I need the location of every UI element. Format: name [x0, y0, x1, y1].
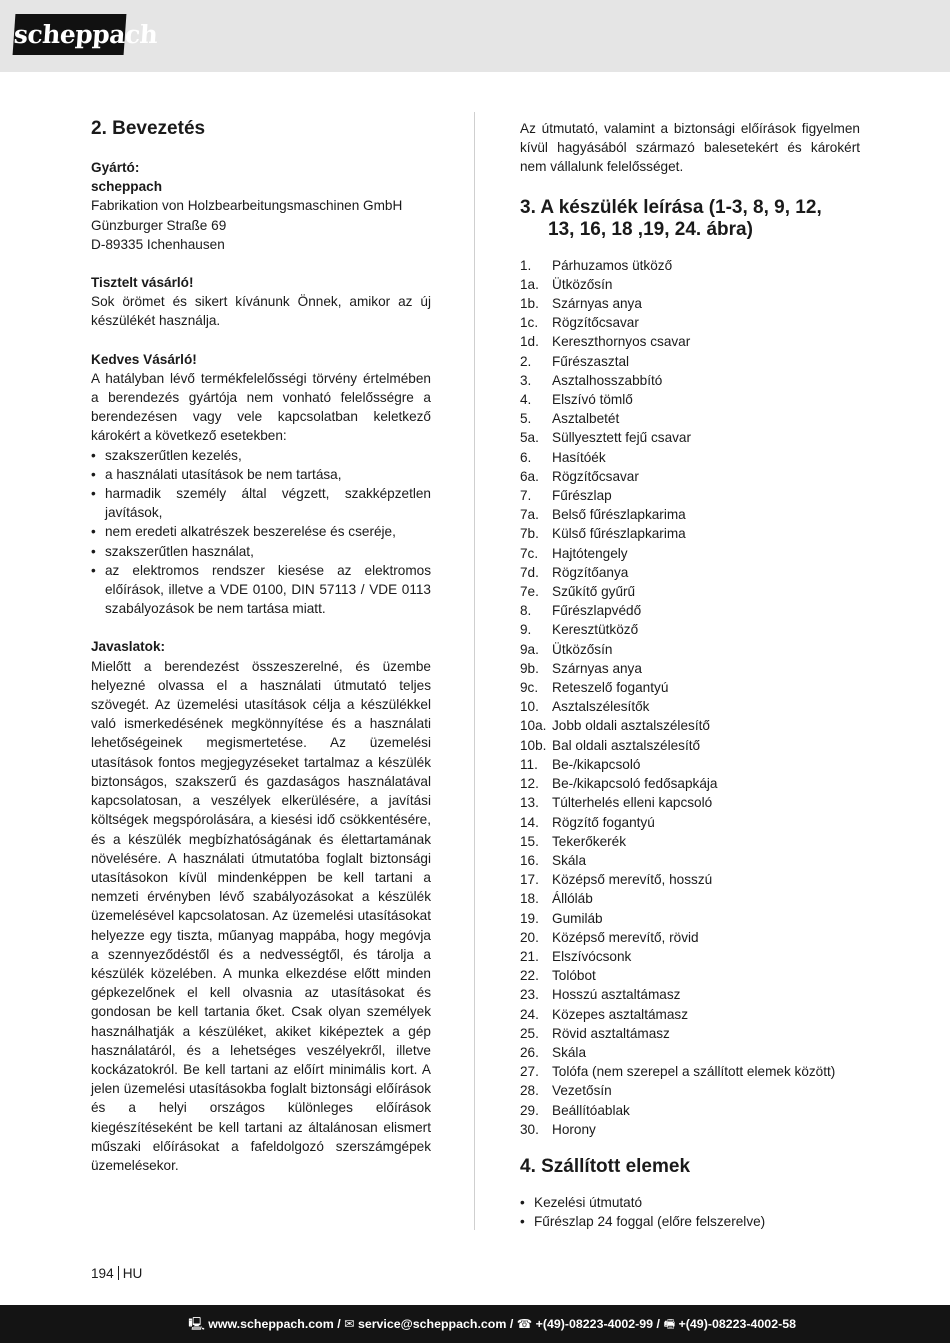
part-number: 1. [520, 257, 532, 273]
part-number: 24. [520, 1006, 539, 1022]
address-line: D-89335 Ichenhausen [91, 236, 225, 252]
part-number: 18. [520, 891, 539, 907]
part-label: Asztalbetét [552, 411, 620, 427]
footer-contacts [188, 1305, 796, 1343]
greeting-text: Sok örömet és sikert kívánunk Önnek, amikor az új készülékét használja. [91, 294, 431, 329]
recommendations-text: Mielőtt a berendezést összeszerelné, és üzembe helyezné olvassa el a használati útmutató teljes szövegét. Az üzemelési utasítások célja a készülékkel való ismerkedésének megkönnyítése és a használati lehetőségeinek megismertetése. Az üzemelési utasítások fontos megjegyzéseket tartalmaz a készülék biztonságos, szakszerű és gazdaságos használatával kapcsolatosan, a veszélyek elkerülésére, a javítási költségek megspórolására, a kiesési idő csökkentésére, és a készülék megbízhatóságának és élettartamának növelésére. A használati útmutatóba foglalt biztonsági utasításokon kívül mindenképpen be kell tartani a nemzeti érvényben lévő szabályozásokat a készülék üzemelésével kapcsolatosan. Az üzemelési utasításokat helyezze egy tiszta, műanyag mappába, hogy megóvja a szennyeződéstől és a nedvességtől, és tárolja a készülék közelében. A munka elkezdése előtt minden gépkezelőnek el kell olvasnia az utasításokat és gondosan be kell tartania őket. Csak olyan személyek használhatják a készüléket, akiket kiképeztek a gép használatáról, és a lehetséges veszélyekről, illetve kockázatokról. Be kell tartani az előírt minimális kort. A jelen üzemelési utasításokba foglalt biztonsági előírások és a helyi országos különleges előírások kiegészítéseként be kell tartani az általánosan elismert műszaki előírásokat a fafeldolgozó szerszámgépek üzemelésekor. [91, 658, 431, 1173]
footer-bar [0, 1305, 950, 1343]
part-label: Fűrészlapvédő [552, 603, 642, 619]
address-line: Günzburger Straße 69 [91, 217, 227, 233]
part-item [520, 524, 860, 543]
part-item [520, 909, 860, 928]
part-number: 17. [520, 872, 539, 888]
part-item [520, 371, 860, 390]
part-label: Fűrészasztal [552, 353, 630, 369]
part-number: 9a. [520, 641, 539, 657]
part-label: Ütközősín [552, 641, 613, 657]
fax-icon: 🖷 [663, 1316, 676, 1331]
part-number: 4. [520, 392, 532, 408]
liability-continuation: Az útmutató, valamint a biztonsági előírások figyelmen kívül hagyásából származó balesetekért és károkért nem vállalunk felelősséget. [520, 121, 860, 175]
part-item [520, 640, 860, 659]
part-label: Ütközősín [552, 276, 613, 292]
part-item [520, 697, 860, 716]
delivered-items-list [520, 1193, 860, 1231]
part-number: 9b. [520, 660, 539, 676]
part-item [520, 448, 860, 467]
part-item [520, 1081, 860, 1100]
part-number: 1b. [520, 296, 539, 312]
part-item [520, 390, 860, 409]
part-label: Vezetősín [552, 1083, 612, 1099]
part-item [520, 294, 860, 313]
header-bar [0, 0, 950, 72]
part-label: Süllyesztett fejű csavar [552, 430, 692, 446]
part-number: 16. [520, 852, 539, 868]
part-number: 26. [520, 1044, 539, 1060]
part-item [520, 1043, 860, 1062]
part-number: 21. [520, 948, 539, 964]
part-label: Skála [552, 852, 587, 868]
part-item [520, 563, 860, 582]
email-icon: ✉ [344, 1316, 355, 1331]
part-label: Elszívócsonk [552, 948, 632, 964]
part-number: 1a. [520, 276, 539, 292]
column-divider [474, 112, 475, 1230]
part-number: 9c. [520, 680, 539, 696]
part-item [520, 1024, 860, 1043]
part-item [520, 582, 860, 601]
dear-heading: Kedves Vásárló! [91, 351, 197, 367]
part-number: 22. [520, 968, 539, 984]
footer-separator: / [506, 1317, 517, 1331]
part-label: Asztalhosszabbító [552, 372, 663, 388]
part-item [520, 947, 860, 966]
part-label: Bal oldali asztalszélesítő [552, 737, 701, 753]
phone-number: +(49)-08223-4002-99 [535, 1317, 654, 1331]
part-label: Középső merevítő, hosszú [552, 872, 713, 888]
part-item [520, 889, 860, 908]
part-label: Be-/kikapcsoló fedősapkája [552, 776, 718, 792]
list-item: • az elektromos rendszer kiesése az elektromos előírások, illetve a VDE 0100, DIN 57113 / VDE 0113 szabályozások be nem tartása miatt. [91, 561, 431, 619]
section-4-title: 4. Szállított elemek [520, 1155, 691, 1177]
part-label: Rögzítőcsavar [552, 315, 639, 331]
part-number: 14. [520, 814, 539, 830]
part-item [520, 870, 860, 889]
address-line: Fabrikation von Holzbearbeitungsmaschinen GmbH [91, 198, 403, 214]
part-item [520, 716, 860, 735]
scheppach-logo: scheppach [13, 14, 127, 55]
list-item: • a használati utasítások be nem tartása, [91, 465, 431, 484]
part-label: Keresztütköző [552, 622, 639, 638]
liability-list [91, 446, 431, 619]
part-label: Rövid asztaltámasz [552, 1025, 670, 1041]
part-number: 10. [520, 699, 539, 715]
list-item: • harmadik személy által végzett, szakképzetlen javítások, [91, 484, 431, 522]
part-item [520, 601, 860, 620]
part-label: Közepes asztaltámasz [552, 1006, 689, 1022]
part-label: Szűkítő gyűrű [552, 584, 636, 600]
part-item [520, 256, 860, 275]
part-label: Reteszelő fogantyú [552, 680, 669, 696]
section-3-title [520, 197, 860, 241]
part-item [520, 678, 860, 697]
part-item [520, 1120, 860, 1139]
liability-intro: A hatályban lévő termékfelelősségi törvény értelmében a berendezés gyártója nem vonható felelősségre a berendezésen vagy vele kapcsolatban keletkező károkért a következő esetekben: [91, 370, 431, 444]
part-number: 2. [520, 353, 532, 369]
part-item [520, 486, 860, 505]
part-label: Hajtótengely [552, 545, 628, 561]
part-label: Középső merevítő, rövid [552, 929, 699, 945]
part-label: Elszívó tömlő [552, 392, 633, 408]
list-item: • szakszerűtlen használat, [91, 542, 431, 561]
section-3-title-line2: 13, 16, 18 ,19, 24. ábra) [548, 218, 753, 240]
part-label: Hosszú asztaltámasz [552, 987, 681, 1003]
part-number: 7. [520, 488, 532, 504]
parts-list [520, 256, 860, 1139]
page-number [91, 1264, 142, 1283]
page-separator [118, 1266, 119, 1280]
part-item [520, 467, 860, 486]
footer-separator: / [653, 1317, 664, 1331]
part-label: Beállítóablak [552, 1102, 630, 1118]
manufacturer-name: scheppach [91, 179, 163, 195]
part-number: 6. [520, 449, 532, 465]
part-item [520, 1062, 860, 1081]
part-label: Szárnyas anya [552, 296, 642, 312]
part-label: Rögzítő fogantyú [552, 814, 655, 830]
part-item [520, 659, 860, 678]
part-item [520, 851, 860, 870]
part-label: Tolófa (nem szerepel a szállított elemek között) [552, 1064, 836, 1080]
part-number: 27. [520, 1064, 539, 1080]
part-label: Gumiláb [552, 910, 603, 926]
part-label: Állóláb [552, 891, 593, 907]
part-number: 29. [520, 1102, 539, 1118]
manufacturer-label: Gyártó: [91, 160, 140, 175]
part-label: Horony [552, 1121, 596, 1137]
part-item [520, 352, 860, 371]
part-number: 1c. [520, 315, 539, 331]
part-label: Skála [552, 1044, 587, 1060]
part-number: 13. [520, 795, 539, 811]
part-number: 20. [520, 929, 539, 945]
list-item: • Fűrészlap 24 foggal (előre felszerelve) [520, 1212, 860, 1231]
part-number: 30. [520, 1121, 539, 1137]
part-label: Rögzítőanya [552, 564, 629, 580]
part-number: 25. [520, 1025, 539, 1041]
list-item: • nem eredeti alkatrészek beszerelése és cseréje, [91, 522, 431, 541]
part-number: 7e. [520, 584, 539, 600]
footer-separator: / [333, 1317, 345, 1331]
part-label: Hasítóék [552, 449, 606, 465]
part-label: Rögzítőcsavar [552, 468, 639, 484]
part-number: 11. [520, 756, 538, 772]
part-number: 7a. [520, 507, 539, 523]
part-label: Asztalszélesítők [552, 699, 650, 715]
part-number: 10b. [520, 737, 547, 753]
part-item [520, 966, 860, 985]
part-label: Jobb oldali asztalszélesítő [552, 718, 710, 734]
part-number: 5a. [520, 430, 539, 446]
part-item [520, 1005, 860, 1024]
part-number: 8. [520, 603, 532, 619]
part-number: 15. [520, 833, 539, 849]
part-item [520, 793, 860, 812]
website-link[interactable]: www.scheppach.com [208, 1317, 334, 1331]
part-label: Be-/kikapcsoló [552, 756, 641, 772]
part-item [520, 428, 860, 447]
part-item [520, 928, 860, 947]
part-number: 10a. [520, 718, 547, 734]
part-label: Tolóbot [552, 968, 596, 984]
part-item [520, 332, 860, 351]
part-item [520, 505, 860, 524]
language-code: HU [122, 1266, 143, 1281]
part-item [520, 985, 860, 1004]
part-number: 23. [520, 987, 539, 1003]
section-3-title-line1: 3. A készülék leírása (1-3, 8, 9, 12, [520, 196, 822, 218]
part-item [520, 832, 860, 851]
part-number: 7b. [520, 526, 539, 542]
recommendations-heading: Javaslatok: [91, 639, 166, 655]
part-number: 28. [520, 1083, 539, 1099]
part-number: 6a. [520, 468, 539, 484]
part-number: 7d. [520, 564, 539, 580]
part-label: Külső fűrészlapkarima [552, 526, 686, 542]
part-item [520, 1101, 860, 1120]
part-label: Tekerőkerék [552, 833, 627, 849]
part-item [520, 755, 860, 774]
email-link[interactable]: service@scheppach.com [357, 1317, 507, 1331]
part-item [520, 736, 860, 755]
page-number-value: 194 [91, 1266, 114, 1281]
part-label: Túlterhelés elleni kapcsoló [552, 795, 713, 811]
part-label: Kereszthornyos csavar [552, 334, 691, 350]
part-number: 12. [520, 776, 539, 792]
part-label: Fűrészlap [552, 488, 612, 504]
computer-icon: 🖳 [188, 1316, 205, 1331]
part-item [520, 313, 860, 332]
part-item [520, 409, 860, 428]
phone-icon: ☎ [516, 1316, 533, 1331]
part-label: Szárnyas anya [552, 660, 642, 676]
section-2-title: 2. Bevezetés [91, 118, 206, 139]
part-item [520, 275, 860, 294]
part-label: Párhuzamos ütköző [552, 257, 673, 273]
left-column [91, 118, 431, 1175]
part-number: 9. [520, 622, 532, 638]
part-item [520, 544, 860, 563]
list-item: • Kezelési útmutató [520, 1193, 860, 1212]
fax-number: +(49)-08223-4002-58 [678, 1317, 796, 1331]
greeting-heading: Tisztelt vásárló! [91, 275, 194, 291]
part-item [520, 620, 860, 639]
part-number: 7c. [520, 545, 539, 561]
part-number: 19. [520, 910, 539, 926]
part-item [520, 774, 860, 793]
part-number: 1d. [520, 334, 539, 350]
part-item [520, 813, 860, 832]
list-item: • szakszerűtlen kezelés, [91, 446, 431, 465]
part-number: 5. [520, 411, 532, 427]
right-column [520, 119, 860, 1231]
part-number: 3. [520, 372, 532, 388]
part-label: Belső fűrészlapkarima [552, 507, 686, 523]
